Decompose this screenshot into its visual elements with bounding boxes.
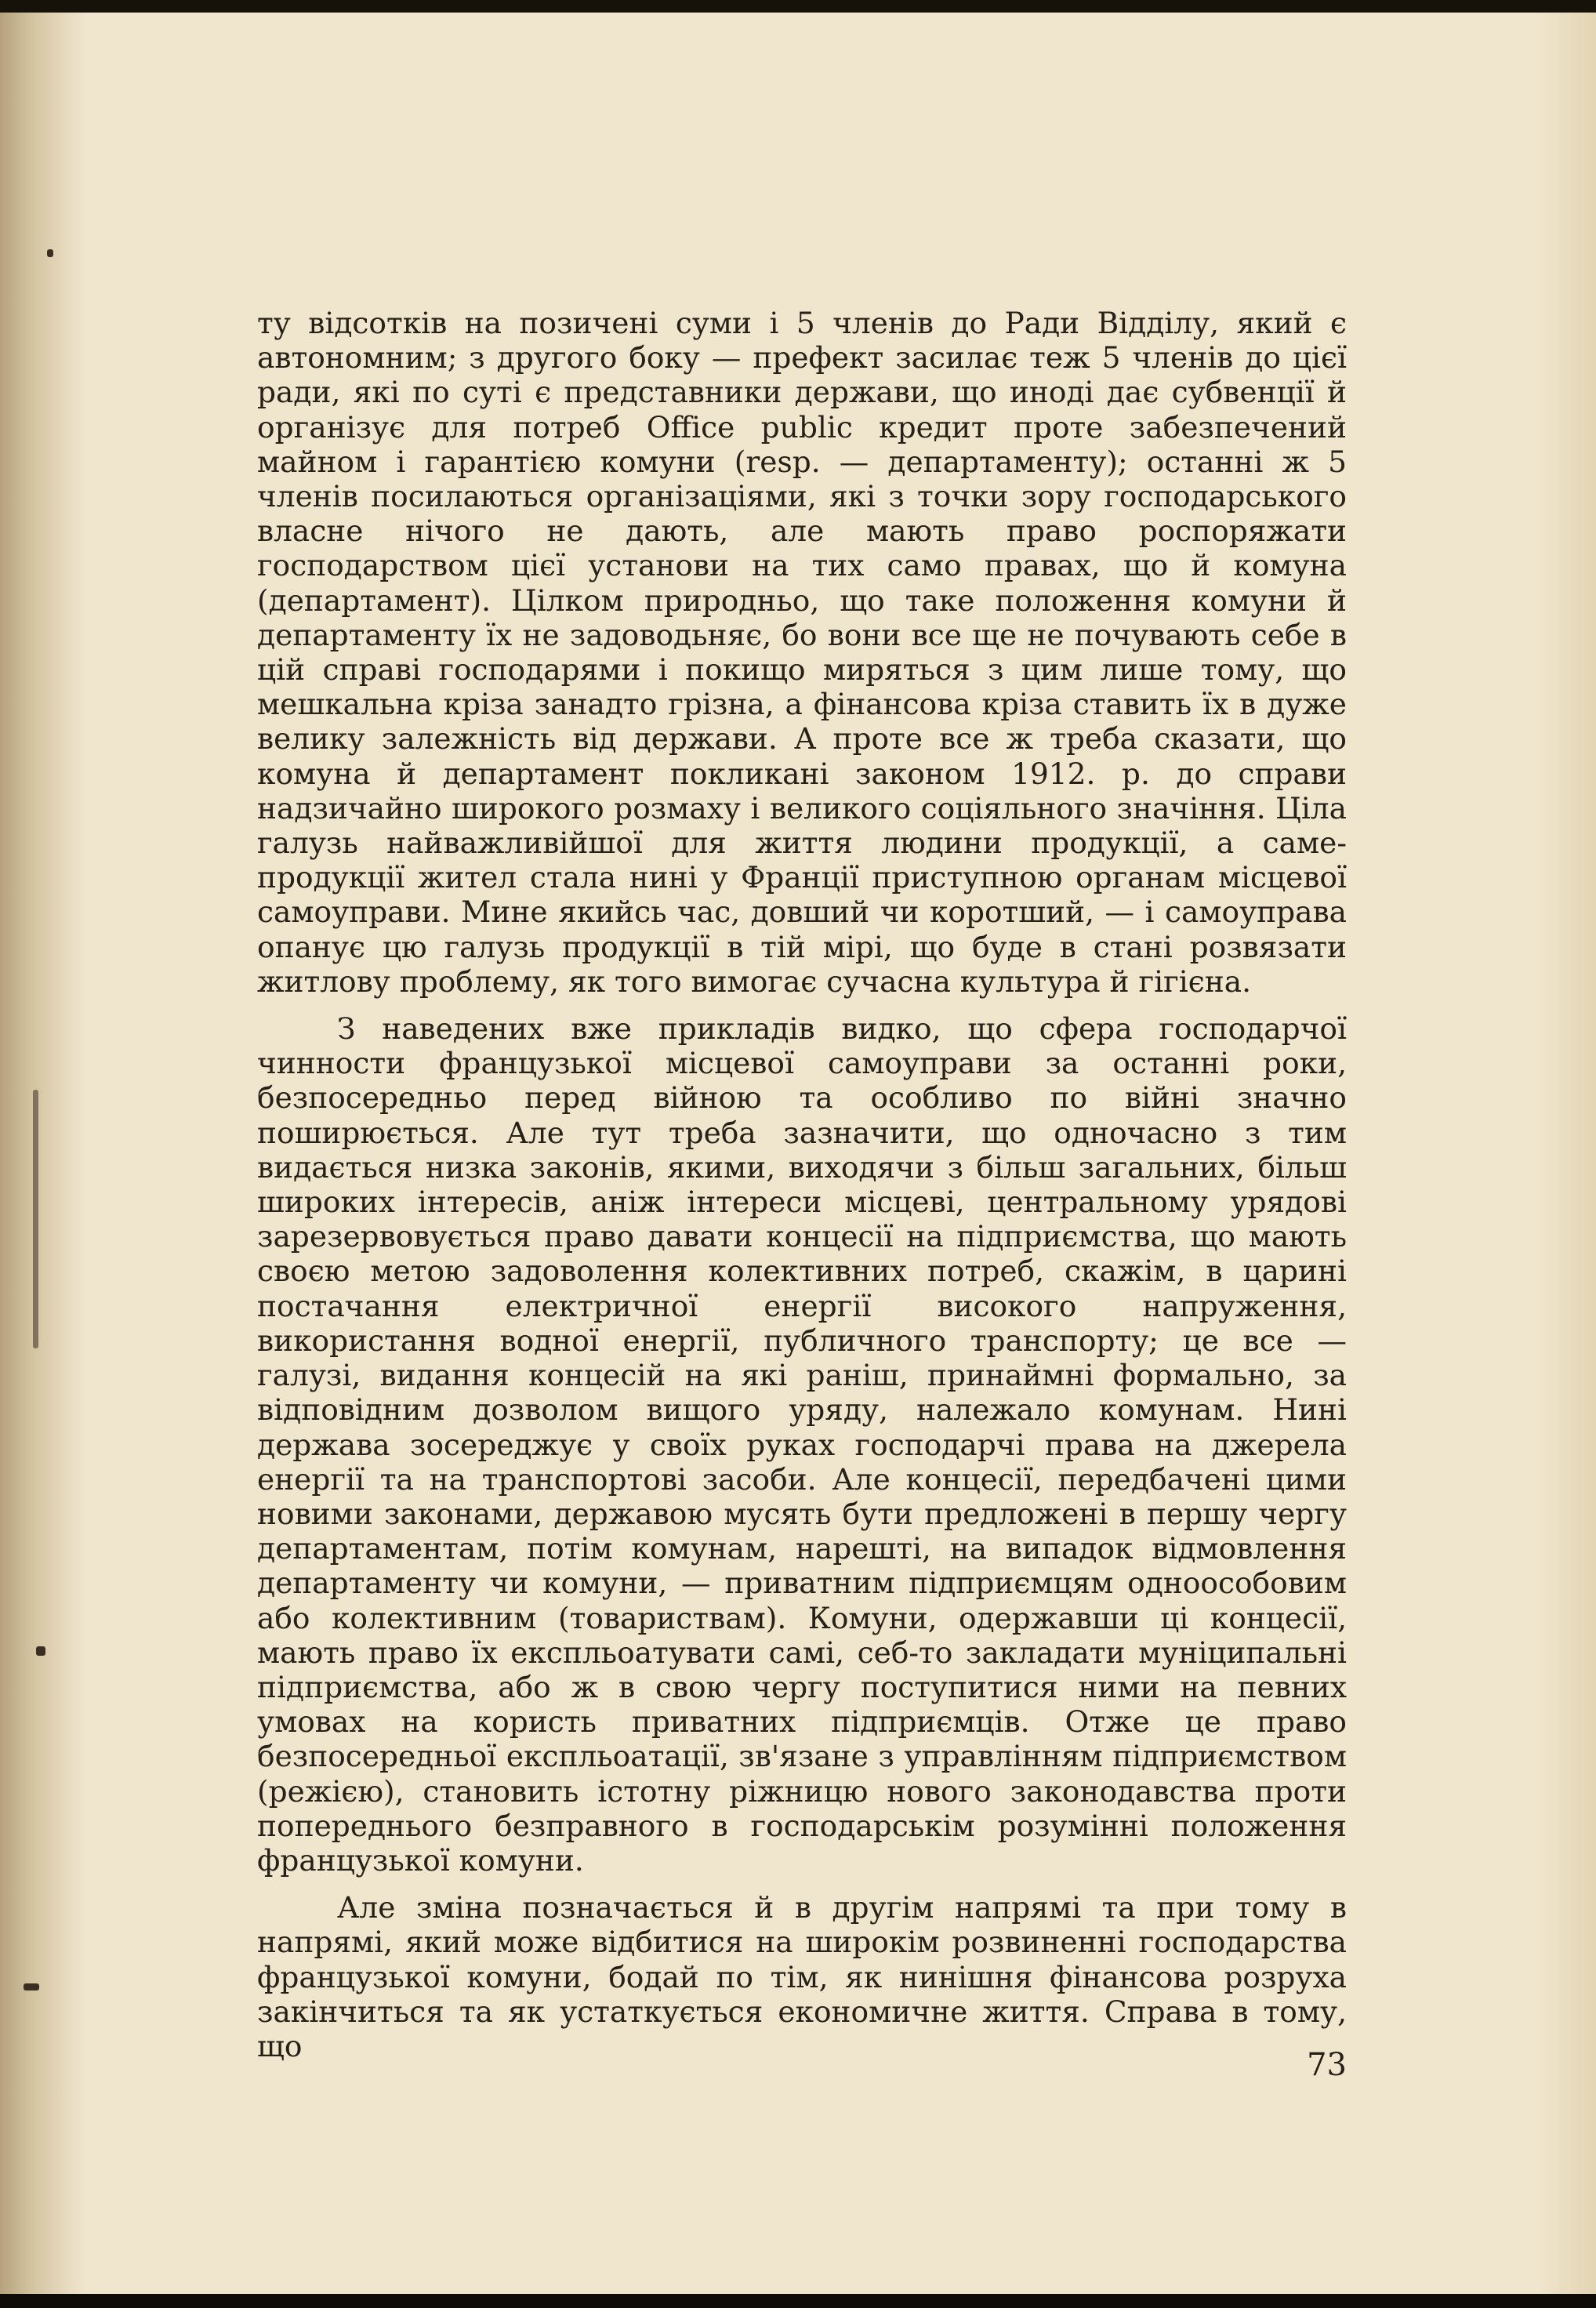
- page-edge-shade: [1536, 13, 1596, 2294]
- binding-shadow: [0, 13, 86, 2294]
- scan-bottom-edge: [0, 2294, 1596, 2308]
- binding-mark: [47, 249, 53, 257]
- paragraph: З наведених вже прикладів видко, що сфера господарчої чинности французької місцевої самоуправи за останні роки, безпосередньо перед війною та особливо по війні значно поширюється. Але тут треба зазначити, що одночасно з тим видається низка законів, якими, виходячи з більш загальних, більш широких інтересів, аніж інтереси місцеві, центральному урядові зарезервовується право давати концесії на підприємства, що мають своєю метою задоволення колективних потреб, скажім, в царині постачання електричної енергії високого напруження, використання водної енергії, публичного транспорту; це все — галузі, видання концесій на які раніш, принаймні формально, за відповідним дозволом вищого уряду, належало комунам. Нині держава зосереджує у своїх руках господарчі права на джерела енергії та на транспортові засоби. Але концесії, передбачені цими новими законами, державою мусять бути предложені в першу чергу департаментам, потім комунам, нарешті, на випадок відмовлення департаменту чи комуни, — приватним підприємцям одноособовим або колективним (товариствам). Комуни, одержавши ці концесії, мають право їх експльоатувати самі, себ-то закладати муніципальні підприємства, або ж в свою чергу поступитися ними на певних умовах на користь приватних підприємців. Отже це право безпосередньої експльоатації, зв'язане з управлінням підприємством (режією), становить істотну ріжницю нового законодавства проти попереднього безправного в господарськім розумінні положення французької комуни.: [257, 1011, 1347, 1878]
- page-number: 73: [1307, 2047, 1347, 2083]
- body-text: [257, 306, 1347, 2063]
- paragraph: ту відсотків на позичені суми і 5 членів до Ради Відділу, який є автономним; з другого боку — префект засилає теж 5 членів до цієї ради, які по суті є представники держави, що иноді дає субвенції й організує для потреб Office public кредит проте забезпечений майном і гарантією комуни (resp. — департаменту); останні ж 5 членів посилаються організаціями, які з точки зору господарського власне нічого не дають, але мають право роспоряжати господарством цієї установи на тих само правах, що й комуна (департамент). Цілком природньо, що таке положення комуни й департаменту їх не задоводьняє, бо вони все ще не почувають себе в цій справі господарями і покищо миряться з цим лише тому, що мешкальна кріза занадто грізна, а фінансова кріза ставить їх в дуже велику залежність від держави. А проте все ж треба сказати, що комуна й департамент покликані законом 1912. р. до справи надзичайно широкого розмаху і великого соціяльного значіння. Ціла галузь найважливійшої для життя людини продукції, а саме-продукції жител стала нині у Франції приступною органам місцевої самоуправи. Мине якийсь час, довший чи коротший, — і самоуправа опанує цю галузь продукції в тій мірі, що буде в стані розвязати житлову проблему, як того вимогає сучасна культура й гігієна.: [257, 306, 1347, 999]
- paragraph: Але зміна позначається й в другім напрямі та при тому в напрямі, який може відбитися на широкім розвиненні господарства французької комуни, бодай по тім, як нинішня фінансова розруха закінчиться та як устаткується економичне життя. Справа в тому, що: [257, 1890, 1347, 2063]
- binding-mark: [33, 1090, 38, 1348]
- binding-mark: [36, 1646, 45, 1656]
- binding-mark: [24, 1983, 39, 1990]
- scan-top-edge: [0, 0, 1596, 13]
